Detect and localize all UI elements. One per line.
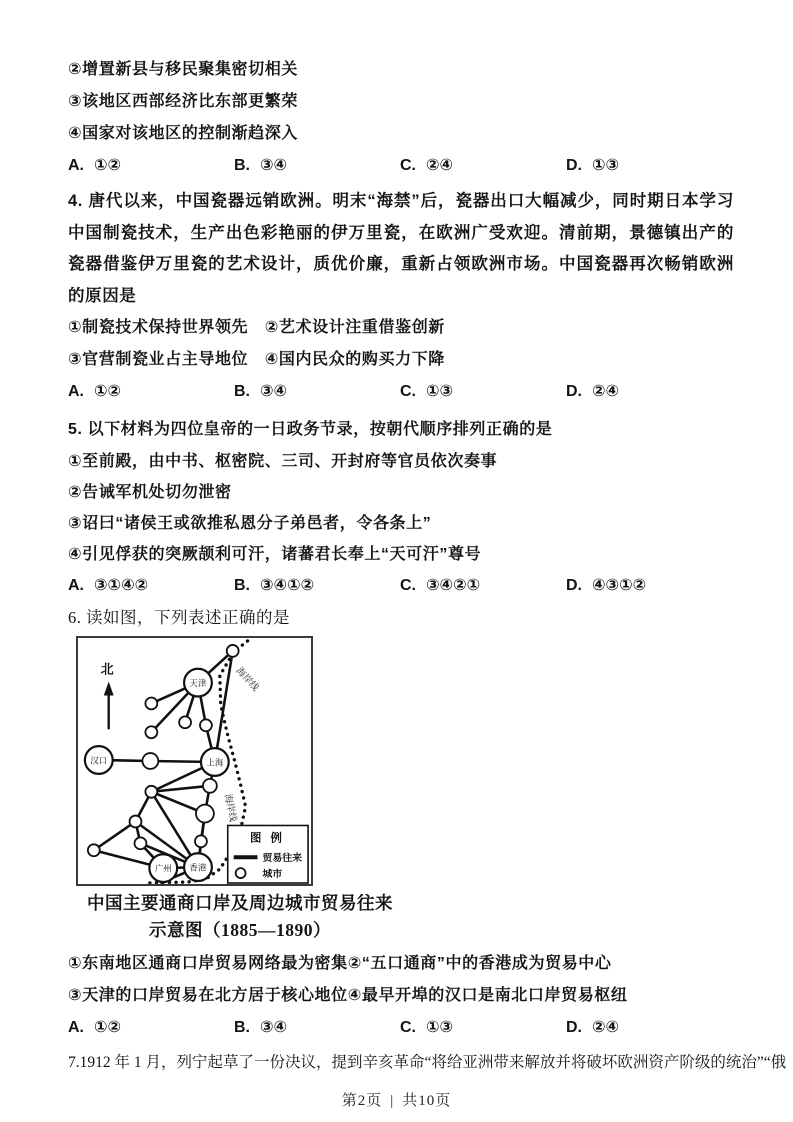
q3-option-b bbox=[234, 150, 400, 182]
figure-caption-line1: 中国主要通商口岸及周边城市贸易往来 bbox=[87, 893, 393, 913]
q4-option-a bbox=[68, 376, 234, 408]
q4-statements-12: ①制瓷技术保持世界领先 ②艺术设计注重借鉴创新 bbox=[68, 319, 445, 336]
q5-option-b bbox=[234, 570, 400, 602]
option-label: D. bbox=[566, 157, 582, 174]
q5-option-a bbox=[68, 570, 234, 602]
option-value: ③①④② bbox=[94, 577, 149, 594]
q6-option-b bbox=[234, 1012, 400, 1044]
option-label: D. bbox=[566, 383, 582, 400]
page-footer bbox=[0, 1089, 793, 1110]
q4-option-b bbox=[234, 376, 400, 408]
trade-map-svg bbox=[78, 638, 311, 884]
option-label: D. bbox=[566, 577, 582, 594]
option-label: C. bbox=[400, 577, 416, 594]
svg-text:香港: 香港 bbox=[189, 862, 207, 873]
q5-option-c bbox=[400, 570, 566, 602]
footer-separator: | bbox=[390, 1093, 395, 1109]
q3-option-a bbox=[68, 150, 234, 182]
figure-caption bbox=[70, 890, 410, 944]
svg-text:图 例: 图 例 bbox=[249, 832, 285, 845]
option-label: C. bbox=[400, 383, 416, 400]
q5-option-d bbox=[566, 570, 646, 602]
question-5 bbox=[68, 414, 734, 602]
option-label: B. bbox=[234, 383, 250, 400]
svg-text:广州: 广州 bbox=[154, 863, 172, 874]
q6-options-row bbox=[68, 1012, 734, 1044]
option-label: A. bbox=[68, 1019, 84, 1036]
option-value: ①② bbox=[94, 383, 122, 400]
q5-stem: 5. 以下材料为四位皇帝的一日政务节录，按朝代顺序排列正确的是 bbox=[68, 421, 553, 438]
svg-text:贸易往来: 贸易往来 bbox=[262, 853, 303, 865]
city-hankou bbox=[85, 746, 113, 774]
q5-statement-4: ④引见俘获的突厥颉利可汗，诸蕃君长奉上“天可汗”尊号 bbox=[68, 546, 482, 563]
option-value: ③④ bbox=[260, 383, 288, 400]
legend-city-circle-icon bbox=[236, 868, 246, 878]
option-label: C. bbox=[400, 157, 416, 174]
q6-option-d bbox=[566, 1012, 619, 1044]
option-label: D. bbox=[566, 1019, 582, 1036]
option-value: ②④ bbox=[426, 157, 454, 174]
footer-page-number: 第2页 bbox=[341, 1093, 383, 1109]
q3-statement-2: ②增置新县与移民聚集密切相关 bbox=[68, 61, 298, 78]
option-value: ①③ bbox=[426, 1019, 454, 1036]
question-6 bbox=[68, 602, 734, 1044]
trade-map-diagram bbox=[76, 636, 313, 886]
option-label: A. bbox=[68, 577, 84, 594]
option-label: A. bbox=[68, 383, 84, 400]
option-value: ②④ bbox=[592, 1019, 620, 1036]
q3-option-c bbox=[400, 150, 566, 182]
option-value: ①③ bbox=[592, 157, 620, 174]
north-arrow bbox=[101, 662, 114, 730]
option-value: ③④ bbox=[260, 157, 288, 174]
option-label: B. bbox=[234, 157, 250, 174]
q3-options-row bbox=[68, 150, 734, 182]
q6-option-c bbox=[400, 1012, 566, 1044]
svg-text:北: 北 bbox=[100, 661, 114, 677]
city-tianjin bbox=[184, 669, 212, 697]
svg-text:汉口: 汉口 bbox=[90, 755, 108, 766]
svg-text:上海: 上海 bbox=[206, 757, 224, 768]
q6-stem: 6. 读如图，下列表述正确的是 bbox=[68, 608, 290, 627]
q3-statement-3: ③该地区西部经济比东部更繁荣 bbox=[68, 93, 298, 110]
q6-figure bbox=[76, 636, 734, 944]
option-label: C. bbox=[400, 1019, 416, 1036]
q6-statements-34: ③天津的口岸贸易在北方居于核心地位④最早开埠的汉口是南北口岸贸易枢纽 bbox=[68, 987, 628, 1004]
q5-statement-2: ②告诫军机处切勿泄密 bbox=[68, 484, 232, 501]
q6-option-a bbox=[68, 1012, 234, 1044]
city-hongkong bbox=[184, 853, 212, 881]
option-value: ①③ bbox=[426, 383, 454, 400]
q5-statement-1: ①至前殿，由中书、枢密院、三司、开封府等官员依次奏事 bbox=[68, 453, 498, 470]
q7-stem: 7.1912 年 1 月，列宁起草了一份决议，提到辛亥革命“将给亚洲带来解放并将破坏欧洲资产阶级的统治”“俄 bbox=[68, 1054, 787, 1071]
option-value: ①② bbox=[94, 157, 122, 174]
option-value: ③④②① bbox=[426, 577, 481, 594]
option-value: ②④ bbox=[592, 383, 620, 400]
option-value: ③④①② bbox=[260, 577, 315, 594]
option-label: B. bbox=[234, 1019, 250, 1036]
q4-statements-34: ③官营制瓷业占主导地位 ④国内民众的购买力下降 bbox=[68, 351, 445, 368]
q4-option-d bbox=[566, 376, 619, 408]
option-label: A. bbox=[68, 157, 84, 174]
question-4 bbox=[68, 186, 734, 408]
city-shanghai bbox=[201, 748, 229, 776]
option-value: ③④ bbox=[260, 1019, 288, 1036]
footer-total-pages: 共10页 bbox=[402, 1093, 452, 1109]
city-guangzhou bbox=[149, 854, 177, 882]
q5-options-row bbox=[68, 570, 734, 602]
svg-text:城市: 城市 bbox=[262, 869, 283, 881]
exam-page-content bbox=[68, 54, 787, 1078]
q3-statement-4: ④国家对该地区的控制渐趋深入 bbox=[68, 125, 298, 142]
q4-options-row bbox=[68, 376, 734, 408]
q3-option-d bbox=[566, 150, 619, 182]
q4-stem: 4. 唐代以来，中国瓷器远销欧洲。明末“海禁”后，瓷器出口大幅减少，同时期日本学习中国制瓷技术，生产出色彩艳丽的伊万里瓷，在欧洲广受欢迎。清前期，景德镇出产的瓷器借鉴伊万里瓷的艺术设计，质优价廉，重新占领欧洲市场。中国瓷器再次畅销欧洲的原因是 bbox=[68, 192, 734, 305]
figure-caption-line2: 示意图（1885—1890） bbox=[149, 920, 331, 940]
option-value: ①② bbox=[94, 1019, 122, 1036]
map-legend bbox=[228, 825, 308, 883]
q4-option-c bbox=[400, 376, 566, 408]
q5-statement-3: ③诏曰“诸侯王或欲推私恩分子弟邑者，令各条上” bbox=[68, 515, 432, 532]
option-label: B. bbox=[234, 577, 250, 594]
q6-statements-12: ①东南地区通商口岸贸易网络最为密集②“五口通商”中的香港成为贸易中心 bbox=[68, 955, 612, 972]
coastline-label-top: 海岸线 bbox=[234, 664, 262, 693]
svg-text:天津: 天津 bbox=[189, 678, 207, 689]
option-value: ④③①② bbox=[592, 577, 647, 594]
coastline-label-mid: 海岸线 bbox=[222, 792, 240, 823]
